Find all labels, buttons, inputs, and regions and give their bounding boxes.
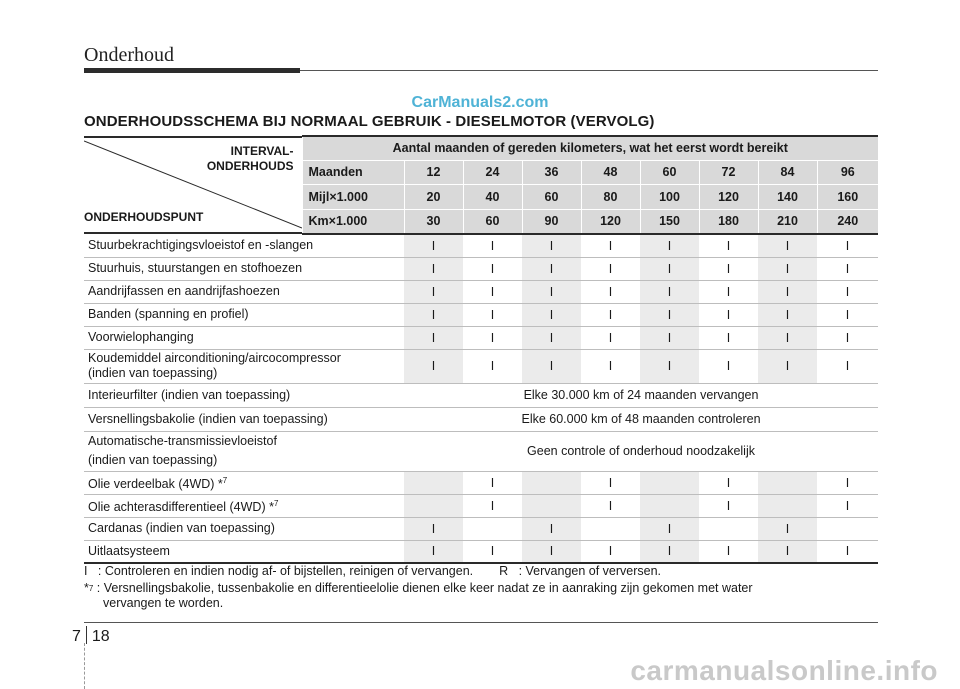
item-cell: I [463, 471, 522, 494]
item-cell [522, 471, 581, 494]
watermark-bottom: carmanualsonline.info [630, 655, 938, 686]
note-sup: 7 [88, 584, 94, 593]
header-value: 90 [522, 209, 581, 234]
item-cell: I [758, 257, 817, 280]
item-name [84, 349, 404, 383]
item-cell: I [581, 326, 640, 349]
item-cell: I [640, 280, 699, 303]
item-cell [758, 471, 817, 494]
item-cell: I [463, 303, 522, 326]
item-cell: I [640, 234, 699, 257]
table-row [84, 517, 878, 540]
header-value: 40 [463, 185, 522, 210]
item-cell: I [404, 326, 463, 349]
header-unit: Maanden [302, 160, 404, 185]
page-number [72, 626, 110, 646]
item-cell: I [404, 280, 463, 303]
item-cell: I [522, 349, 581, 383]
item-cell: I [404, 234, 463, 257]
item-cell: I [463, 494, 522, 517]
item-cell [817, 517, 878, 540]
item-name [84, 407, 404, 431]
item-cell [581, 517, 640, 540]
item-name-text: Olie achterasdifferentieel (4WD) * [88, 500, 274, 515]
item-cell [699, 517, 758, 540]
table-row [84, 280, 878, 303]
item-name [84, 383, 404, 407]
table-row [84, 234, 878, 257]
item-cell: I [817, 540, 878, 563]
table-row [84, 540, 878, 563]
item-cell: I [581, 234, 640, 257]
header-unit: Km×1.000 [302, 209, 404, 234]
header-value: 180 [699, 209, 758, 234]
watermark-top: CarManuals2.com [411, 94, 549, 111]
item-cell: I [640, 540, 699, 563]
page-number-value: 18 [91, 628, 110, 645]
item-cell: I [758, 349, 817, 383]
item-cell: I [581, 471, 640, 494]
item-cell: I [699, 257, 758, 280]
item-cell: I [640, 517, 699, 540]
section-title: Onderhoud [84, 44, 174, 66]
item-cell: I [817, 349, 878, 383]
header-value: 96 [817, 160, 878, 185]
item-cell: I [758, 517, 817, 540]
item-name-text: Automatische-transmissievloeistof [88, 434, 277, 448]
table-row [84, 326, 878, 349]
interval-label [207, 144, 294, 174]
header-value: 24 [463, 160, 522, 185]
header-value: 72 [699, 160, 758, 185]
item-cell: I [581, 540, 640, 563]
note-mark: * [84, 581, 89, 595]
header-rule-thin [300, 70, 878, 71]
header-value: 60 [463, 209, 522, 234]
item-cell: I [699, 280, 758, 303]
item-interval-text: Elke 60.000 km of 48 maanden controleren [404, 407, 878, 431]
item-cell: I [404, 517, 463, 540]
item-cell: I [817, 234, 878, 257]
header-value: 240 [817, 209, 878, 234]
header-value: 20 [404, 185, 463, 210]
header-unit: Mijl×1.000 [302, 185, 404, 210]
item-cell: I [817, 303, 878, 326]
header-rule-thick [84, 68, 300, 73]
item-cell [404, 494, 463, 517]
header-value: 60 [640, 160, 699, 185]
margin-dash-line [84, 643, 85, 689]
item-name-text: Uitlaatsysteem [88, 543, 170, 558]
item-name-text: Aandrijfassen en aandrijfashoezen [88, 284, 280, 298]
header-value: 140 [758, 185, 817, 210]
note-text-2: vervangen te worden. [103, 596, 224, 610]
header-value: 80 [581, 185, 640, 210]
header-value: 30 [404, 209, 463, 234]
item-cell: I [463, 326, 522, 349]
item-note-sup: 7 [222, 475, 228, 485]
header-value: 12 [404, 160, 463, 185]
interval-header: Aantal maanden of gereden kilometers, wat het eerst wordt bereikt [302, 136, 878, 160]
item-cell: I [463, 234, 522, 257]
item-cell: I [463, 280, 522, 303]
item-name-text: Olie verdeelbak (4WD) * [88, 477, 223, 492]
item-cell: I [522, 234, 581, 257]
header-value: 36 [522, 160, 581, 185]
item-cell: I [581, 349, 640, 383]
item-cell: I [522, 303, 581, 326]
item-cell: I [463, 540, 522, 563]
table-row [84, 303, 878, 326]
header-value: 60 [522, 185, 581, 210]
item-cell: I [581, 257, 640, 280]
header-corner [84, 136, 302, 234]
item-interval-text: Elke 30.000 km of 24 maanden vervangen [404, 383, 878, 407]
interval-label-line1: INTERVAL- [230, 144, 294, 158]
note-text: : Versnellingsbakolie, tussenbakolie en differentieelolie dienen elke keer nadat ze in aanraking zijn gekomen met water [93, 581, 753, 595]
item-cell [463, 517, 522, 540]
legend-r: R : Vervangen of verversen. [499, 564, 662, 578]
table-row [84, 257, 878, 280]
item-cell: I [699, 326, 758, 349]
item-name [84, 326, 404, 349]
item-cell [404, 471, 463, 494]
item-cell: I [404, 349, 463, 383]
item-cell [522, 494, 581, 517]
table-row [84, 471, 878, 494]
punt-label: ONDERHOUDSPUNT [84, 210, 204, 224]
schedule-heading: ONDERHOUDSSCHEMA BIJ NORMAAL GEBRUIK - DIESELMOTOR (VERVOLG) [84, 113, 655, 130]
item-cell: I [699, 494, 758, 517]
table-row [84, 383, 878, 407]
item-cell: I [640, 326, 699, 349]
item-name-text: Interieurfilter (indien van toepassing) [88, 387, 291, 402]
maintenance-table [84, 135, 878, 564]
item-cell: I [758, 234, 817, 257]
interval-label-line2: ONDERHOUDS [206, 159, 294, 173]
table-row [84, 494, 878, 517]
item-name [84, 303, 404, 326]
item-name-line2: (indien van toepassing) [88, 366, 218, 380]
item-cell: I [758, 280, 817, 303]
item-cell: I [699, 349, 758, 383]
item-cell: I [758, 326, 817, 349]
item-cell: I [522, 257, 581, 280]
item-cell: I [640, 349, 699, 383]
item-name-text: Stuurbekrachtigingsvloeistof en -slangen [88, 238, 314, 253]
item-cell [758, 494, 817, 517]
item-name-text: Versnellingsbakolie (indien van toepassing) [88, 411, 328, 426]
legend-i: I : Controleren en indien nodig af- of bijstellen, reinigen of vervangen. [84, 564, 474, 578]
item-cell: I [581, 494, 640, 517]
footer-rule [84, 622, 878, 623]
item-cell: I [817, 494, 878, 517]
item-cell: I [817, 471, 878, 494]
header-value: 120 [699, 185, 758, 210]
item-cell [640, 471, 699, 494]
header-value: 100 [640, 185, 699, 210]
item-cell: I [640, 303, 699, 326]
table-row [84, 407, 878, 431]
item-name-text: Cardanas (indien van toepassing) [88, 521, 275, 535]
item-cell: I [817, 280, 878, 303]
page-separator [86, 626, 87, 644]
item-cell: I [463, 349, 522, 383]
item-cell: I [758, 303, 817, 326]
item-cell [640, 494, 699, 517]
item-cell: I [817, 326, 878, 349]
item-cell: I [699, 471, 758, 494]
item-name-text: Stuurhuis, stuurstangen en stofhoezen [88, 261, 303, 275]
item-name [84, 257, 404, 280]
item-name [84, 234, 404, 257]
item-cell: I [404, 303, 463, 326]
legend [84, 564, 884, 611]
header-value: 48 [581, 160, 640, 185]
item-cell: I [758, 540, 817, 563]
item-name [84, 540, 404, 563]
item-name [84, 517, 404, 540]
item-cell: I [522, 540, 581, 563]
item-cell: I [522, 326, 581, 349]
header-value: 150 [640, 209, 699, 234]
item-cell: I [640, 257, 699, 280]
item-cell: I [404, 540, 463, 563]
item-interval-text: Geen controle of onderhoud noodzakelijk [404, 431, 878, 471]
table-row [84, 431, 878, 471]
header-value: 210 [758, 209, 817, 234]
item-name-text: Banden (spanning en profiel) [88, 307, 249, 321]
table-row [84, 349, 878, 383]
item-name [84, 494, 404, 517]
header-value: 120 [581, 209, 640, 234]
item-cell: I [581, 280, 640, 303]
item-cell: I [522, 280, 581, 303]
item-cell: I [463, 257, 522, 280]
page-chapter: 7 [72, 628, 81, 645]
item-name-text: Voorwielophanging [88, 330, 194, 344]
item-name-text: Koudemiddel airconditioning/aircocompressor [88, 351, 341, 365]
item-cell: I [699, 303, 758, 326]
header-value: 160 [817, 185, 878, 210]
item-note-sup: 7 [273, 498, 279, 508]
item-name [84, 471, 404, 494]
item-cell: I [699, 540, 758, 563]
item-cell: I [581, 303, 640, 326]
item-cell: I [699, 234, 758, 257]
item-name-line2: (indien van toepassing) [88, 453, 218, 467]
item-name [84, 280, 404, 303]
item-cell: I [522, 517, 581, 540]
header-value: 84 [758, 160, 817, 185]
item-cell: I [404, 257, 463, 280]
item-cell: I [817, 257, 878, 280]
item-name [84, 431, 404, 471]
